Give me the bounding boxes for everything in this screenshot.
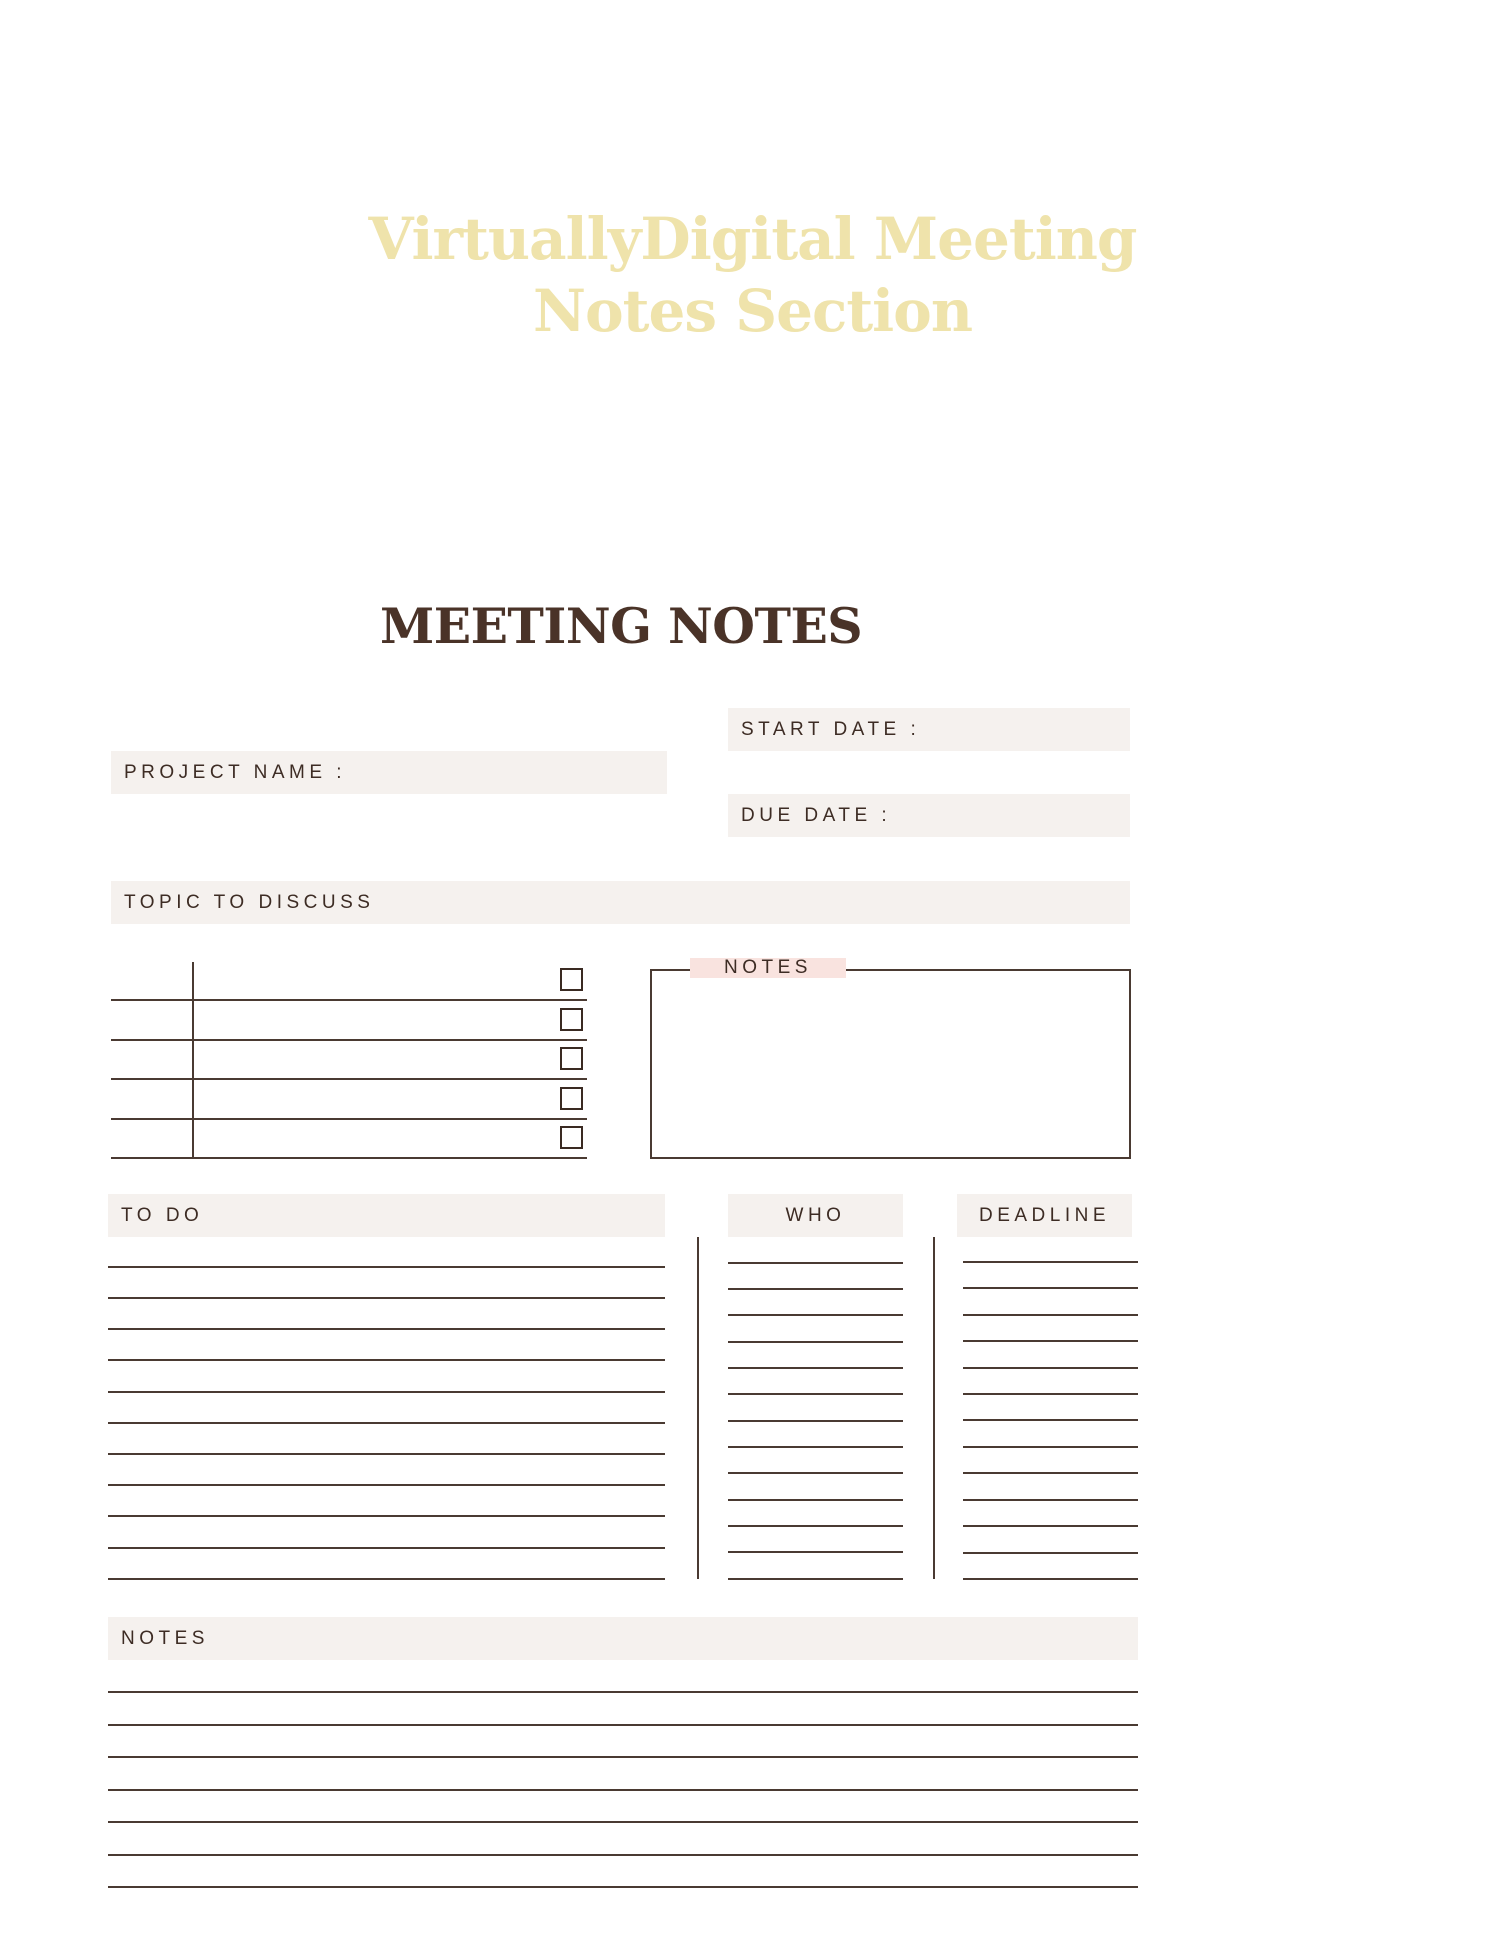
checklist-row-line [111,1118,587,1120]
deadline-line [963,1578,1138,1580]
todo-line [108,1578,665,1580]
who-line [728,1578,903,1580]
notes-section-label: NOTES [121,1627,209,1649]
deadline-line [963,1472,1138,1474]
banner-title: VirtuallyDigital Meeting Notes Section [368,205,1137,345]
who-deadline-divider [933,1237,935,1579]
todo-line [108,1547,665,1549]
checklist-checkbox[interactable] [560,1047,583,1070]
who-header [728,1194,903,1237]
checklist-checkbox[interactable] [560,968,583,991]
notes-line [108,1854,1138,1856]
who-line [728,1288,903,1290]
deadline-line [963,1340,1138,1342]
todo-line [108,1266,665,1268]
deadline-header-label: DEADLINE [978,1204,1111,1226]
checklist-row-line [111,1157,587,1159]
who-header-label: WHO [785,1204,846,1226]
checklist-checkbox[interactable] [560,1008,583,1031]
page-title: MEETING NOTES [380,597,863,655]
who-line [728,1393,903,1395]
who-line [728,1262,903,1264]
deadline-line [963,1314,1138,1316]
notes-section-header [108,1617,1138,1660]
checklist-row-line [111,1039,587,1041]
checklist-row-line [111,999,587,1001]
todo-line [108,1453,665,1455]
todo-line [108,1515,665,1517]
todo-line [108,1422,665,1424]
deadline-line [963,1367,1138,1369]
notes-line [108,1789,1138,1791]
deadline-line [963,1446,1138,1448]
notes-line [108,1886,1138,1888]
who-line [728,1367,903,1369]
who-line [728,1551,903,1553]
who-line [728,1314,903,1316]
deadline-line [963,1419,1138,1421]
notes-line [108,1691,1138,1693]
notes-line [108,1821,1138,1823]
notes-line [108,1724,1138,1726]
notes-line [108,1756,1138,1758]
who-line [728,1341,903,1343]
who-line [728,1472,903,1474]
checklist-checkbox[interactable] [560,1126,583,1149]
todo-header-label: TO DO [121,1204,204,1226]
deadline-header [957,1194,1132,1237]
todo-who-divider [697,1237,699,1579]
topic-to-discuss-field[interactable] [111,881,1130,924]
todo-line [108,1328,665,1330]
due-date-label: DUE DATE : [741,804,892,826]
checklist-checkbox[interactable] [560,1087,583,1110]
deadline-line [963,1287,1138,1289]
checklist-row-line [111,1078,587,1080]
who-line [728,1525,903,1527]
todo-line [108,1359,665,1361]
todo-line [108,1391,665,1393]
notes-box[interactable] [650,969,1131,1159]
deadline-line [963,1499,1138,1501]
todo-line [108,1484,665,1486]
checklist-divider [192,962,194,1158]
who-line [728,1446,903,1448]
deadline-line [963,1552,1138,1554]
project-name-label: PROJECT NAME : [124,761,347,783]
deadline-line [963,1261,1138,1263]
due-date-field[interactable] [728,794,1130,837]
project-name-field[interactable] [111,751,667,794]
start-date-label: START DATE : [741,718,921,740]
deadline-line [963,1393,1138,1395]
who-line [728,1499,903,1501]
notes-box-label: NOTES [690,958,846,978]
start-date-field[interactable] [728,708,1130,751]
deadline-line [963,1525,1138,1527]
todo-header [108,1194,665,1237]
who-line [728,1420,903,1422]
todo-line [108,1297,665,1299]
topic-to-discuss-label: TOPIC TO DISCUSS [124,891,375,913]
